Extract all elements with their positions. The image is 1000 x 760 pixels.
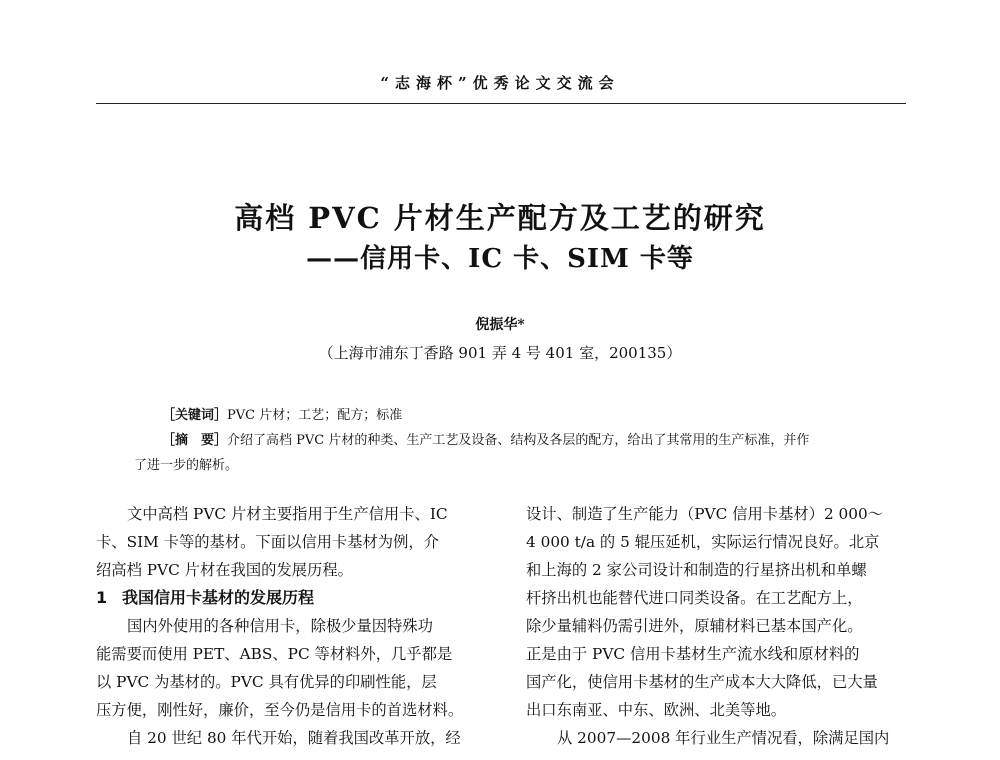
author-name: 倪振华* (475, 317, 525, 333)
body-line: 从 2007—2008 年行业生产情况看，除满足国内 (557, 729, 890, 747)
abstract-text-1: 介绍了高档 PVC 片材的种类、生产工艺及设备、结构及各层的配方，给出了其常用的生产标准，并作 (227, 433, 810, 448)
body-line: 绍高档 PVC 片材在我国的发展历程。 (96, 561, 353, 579)
body-line: 设计、制造了生产能力（PVC 信用卡基材）2 000～ (526, 505, 884, 523)
abstract-line-2: 了进一步的解析。 (134, 458, 239, 473)
body-line: 和上海的 2 家公司设计和制造的行星挤出机和单螺 (526, 561, 867, 579)
body-line: 国产化，使信用卡基材的生产成本大大降低，已大量 (526, 673, 878, 691)
running-header: “志海杯”优秀论文交流会 (380, 74, 620, 92)
body-line: 卡、SIM 卡等的基材。下面以信用卡基材为例，介 (96, 533, 439, 551)
keywords-text: PVC 片材；工艺；配方；标准 (227, 408, 403, 423)
abstract-line-1 (162, 429, 809, 448)
abstract-label: ［摘 要］ (162, 433, 228, 448)
keywords-label: ［关键词］ (162, 408, 228, 423)
paper-subtitle: ——信用卡、IC 卡、SIM 卡等 (306, 244, 694, 274)
body-line: 压方便，刚性好，廉价，至今仍是信用卡的首选材料。 (96, 701, 464, 719)
body-line: 杆挤出机也能替代进口同类设备。在工艺配方上， (526, 589, 863, 607)
body-line: 能需要而使用 PET、ABS、PC 等材料外，几乎都是 (96, 645, 453, 663)
section-heading (96, 584, 476, 612)
author-affiliation: （上海市浦东丁香路 901 弄 4 号 401 室，200135） (318, 344, 682, 362)
right-column (526, 500, 906, 752)
body-line: 4 000 t/a 的 5 辊压延机，实际运行情况良好。北京 (526, 533, 880, 551)
header-rule (96, 103, 906, 104)
body-line: 出口东南亚、中东、欧洲、北美等地。 (526, 701, 787, 719)
left-column (96, 500, 476, 752)
body-line: 除少量辅料仍需引进外，原辅材料已基本国产化。 (526, 617, 863, 635)
body-line: 以 PVC 为基材的。PVC 具有优异的印刷性能，层 (96, 673, 437, 691)
section-number: 1 (96, 588, 108, 607)
paper-title: 高档 PVC 片材生产配方及工艺的研究 (234, 201, 766, 235)
body-line: 正是由于 PVC 信用卡基材生产流水线和原材料的 (526, 645, 860, 663)
keywords-line (162, 404, 402, 423)
section-title: 我国信用卡基材的发展历程 (122, 588, 315, 607)
body-line: 自 20 世纪 80 年代开始，随着我国改革开放，经 (127, 729, 461, 747)
body-line: 国内外使用的各种信用卡，除极少量因特殊功 (127, 617, 433, 635)
body-line: 文中高档 PVC 片材主要指用于生产信用卡、IC (127, 505, 448, 523)
